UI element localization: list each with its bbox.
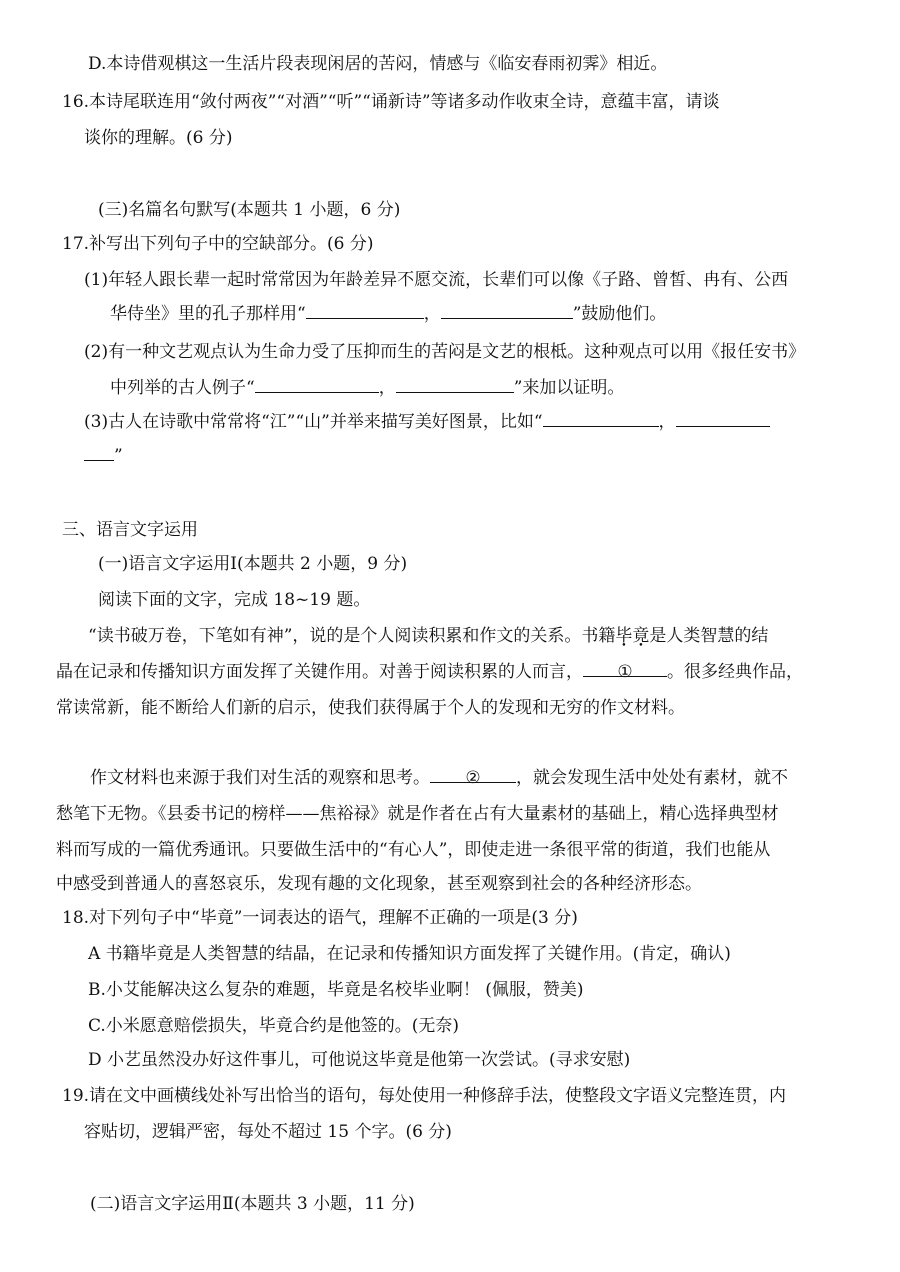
q18-option-c[interactable]: C.小米愿意赔偿损失，毕竟合约是他签的。(无奈) [88, 1016, 460, 1036]
q17-s1-pre: 华侍坐》里的孔子那样用“ [110, 304, 306, 324]
q17-s2-line1: (2)有一种文艺观点认为生命力受了压抑而生的苦闷是文艺的根柢。这种观点可以用《报任安书》 [84, 342, 806, 362]
q17-s2-pre: 中列举的古人例子“ [110, 378, 255, 398]
q18-option-d[interactable]: D 小艺虽然没办好这件事儿，可他说这毕竟是他第一次尝试。(寻求安慰) [88, 1050, 631, 1070]
q17-s3-post: ” [114, 446, 123, 466]
q17-s1-sep: ， [423, 304, 441, 324]
passage-p2-line2: 愁笔下无物。《县委书记的榜样——焦裕禄》就是作者在占有大量素材的基础上，精心选择典型材 [56, 804, 779, 824]
q17-s1-blank-a[interactable] [306, 302, 424, 319]
q17-s2-line2 [110, 376, 624, 400]
blank-1-label: ① [617, 662, 633, 682]
passage-p1-line1 [88, 624, 768, 648]
p1-line2-post: 。很多经典作品， [667, 662, 803, 682]
q18-option-b[interactable]: B.小艾能解决这么复杂的难题，毕竟是名校毕业啊！ (佩服，赞美) [88, 980, 584, 1000]
passage-p2-line3: 料而写成的一篇优秀通讯。只要做生活中的“有心人”，即使走进一条很平常的街道，我们也能从 [56, 840, 771, 860]
q17-s3-blank-a[interactable] [543, 410, 659, 427]
q16-line2: 谈你的理解。(6 分) [84, 128, 233, 148]
p1-emph-word [615, 626, 649, 646]
p2-line1-pre: 作文材料也来源于我们对生活的观察和思考。 [90, 768, 430, 788]
q17-s2-blank-a[interactable] [255, 376, 379, 393]
p1-line1-pre: “读书破万卷，下笔如有神”，说的是个人阅读积累和作文的关系。书籍 [88, 626, 616, 646]
p1-emph-char-1: 毕 [615, 626, 633, 646]
q17-s1-line2 [110, 302, 666, 326]
q17-s2-blank-b[interactable] [396, 376, 514, 393]
passage-blank-2[interactable] [430, 766, 516, 788]
passage-p2-line1 [90, 766, 788, 790]
passage-p1-line3: 常读常新，能不断给人们新的启示，使我们获得属于个人的发现和无穷的作文材料。 [56, 698, 685, 718]
q17-s3-blank-b-cont[interactable] [84, 444, 114, 461]
part3-instruction: 阅读下面的文字，完成 18~19 题。 [98, 590, 371, 610]
q17-s2-post: ”来加以证明。 [513, 378, 625, 398]
q17-stem: 17.补写出下列句子中的空缺部分。(6 分) [62, 234, 374, 254]
passage-p1-line2 [56, 660, 803, 684]
q17-s1-blank-b[interactable] [441, 302, 573, 319]
q18-option-a[interactable]: A 书籍毕竟是人类智慧的结晶，在记录和传播知识方面发挥了关键作用。(肯定，确认) [88, 944, 731, 964]
q19-line2: 容贴切，逻辑严密，每处不超过 15 个字。(6 分) [84, 1122, 452, 1142]
q16-line1: 16.本诗尾联连用“敛付两夜”“对酒”“听”“诵新诗”等诸多动作收束全诗，意蕴丰富，请谈 [62, 92, 720, 112]
q15-option-d: D.本诗借观棋这一生活片段表现闲居的苦闷，情感与《临安春雨初霁》相近。 [88, 54, 668, 74]
q18-stem: 18.对下列句子中“毕竟”一词表达的语气，理解不正确的一项是(3 分) [62, 908, 578, 928]
part3-sub2-header: (二)语言文字运用Ⅱ(本题共 3 小题，11 分) [90, 1194, 415, 1214]
q17-s3-blank-b[interactable] [676, 410, 770, 427]
p1-line1-post: 是人类智慧的结 [649, 626, 769, 646]
blank-2-label: ② [465, 768, 481, 788]
passage-blank-1[interactable] [583, 660, 667, 682]
p2-line1-post: ，就会发现生活中处处有素材，就不 [516, 768, 788, 788]
q17-s3-pre: (3)古人在诗歌中常常将“江”“山”并举来描写美好图景，比如“ [84, 412, 543, 432]
part3-sub1-header: (一)语言文字运用Ⅰ(本题共 2 小题，9 分) [98, 554, 408, 574]
q17-s3-sep: ， [658, 412, 676, 432]
q17-s2-sep: ， [378, 378, 396, 398]
q17-s3-line1 [84, 410, 770, 434]
q17-s3-line2 [84, 444, 123, 468]
p1-emph-char-2: 竟 [632, 626, 650, 646]
q17-s1-post: ”鼓励他们。 [572, 304, 667, 324]
passage-p2-line4: 中感受到普通人的喜怒哀乐，发现有趣的文化现象，甚至观察到社会的各种经济形态。 [56, 874, 702, 894]
q17-s1-line1: (1)年轻人跟长辈一起时常常因为年龄差异不愿交流，长辈们可以像《子路、曾皙、冉有、公西 [84, 270, 789, 290]
q19-line1: 19.请在文中画横线处补写出恰当的语句，每处使用一种修辞手法，使整段文字语义完整连贯，内 [62, 1086, 787, 1106]
part3-header: 三、语言文字运用 [62, 520, 198, 540]
p1-line2-pre: 晶在记录和传播知识方面发挥了关键作用。对善于阅读积累的人而言， [56, 662, 583, 682]
section-dictation-header: (三)名篇名句默写(本题共 1 小题，6 分) [98, 200, 401, 220]
